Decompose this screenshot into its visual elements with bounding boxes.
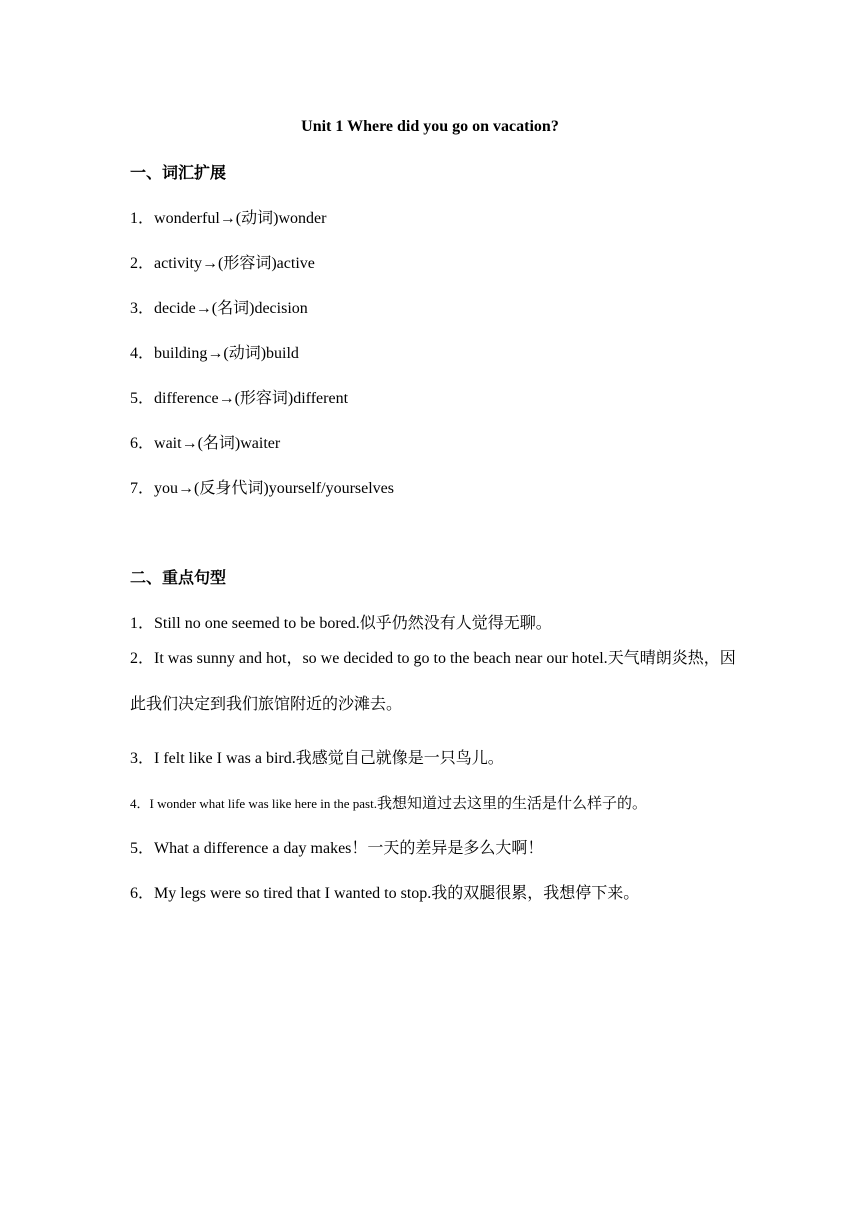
derived-word: )different [287,390,349,407]
vocab-section-heading: 一、词汇扩展 [130,163,227,182]
derived-word: )waiter [234,435,281,452]
part-of-speech: 动词 [228,343,261,362]
sentence-chinese: 一天的差异是多么大啊！ [367,838,544,857]
item-number: 5． [130,390,155,407]
derived-word: )wonder [273,210,327,227]
word: building→( [154,345,229,362]
word: decide→( [154,300,218,317]
item-number: 3． [130,750,155,767]
item-number: 7． [130,480,155,497]
sentence-english: It was sunny and hot，so we decided to go to the beach near our hotel. [154,650,608,667]
item-number: 1． [130,210,155,227]
sentence-english: I wonder what life was like here in the past. [149,796,377,811]
derived-word: )active [271,255,315,272]
sentences-section-heading: 二、重点句型 [130,568,227,587]
sentence-english: My legs were so tired that I wanted to stop. [154,885,432,902]
sentence-chinese: 我的双腿很累，我想停下来。 [431,883,640,902]
sentence-english: I felt like I was a bird. [154,750,296,767]
sentence-item [130,612,552,635]
derived-word: )yourself/yourselves [263,480,394,497]
derived-word: )build [260,345,299,362]
item-number: 6． [130,885,155,902]
word: wait→( [154,435,203,452]
vocab-item [130,207,326,230]
item-number: 4． [130,345,155,362]
sentence-item [130,792,647,815]
item-number: 3． [130,300,155,317]
derived-word: )decision [249,300,308,317]
part-of-speech: 名词 [217,298,250,317]
item-number: 4． [130,796,150,811]
item-number: 2． [130,255,155,272]
sentence-chinese: 我想知道过去这里的生活是什么样子的。 [376,794,647,812]
vocab-item [130,477,394,500]
sentence-chinese: 似乎仍然没有人觉得无聊。 [359,613,552,632]
sentence-english: Still no one seemed to be bored. [154,615,360,632]
vocab-item [130,432,280,455]
vocab-item [130,387,348,410]
vocab-item [130,342,299,365]
sentence-chinese: 我感觉自己就像是一只鸟儿。 [295,748,504,767]
sentence-item [130,837,543,860]
page-title: Unit 1 Where did you go on vacation? [301,118,559,135]
part-of-speech: 名词 [202,433,235,452]
word: you→( [154,480,200,497]
part-of-speech: 形容词 [239,388,288,407]
item-number: 5． [130,840,155,857]
part-of-speech: 动词 [241,208,274,227]
part-of-speech: 反身代词 [199,478,264,497]
sentence-item [130,635,742,727]
sentence-item [130,747,504,770]
sentence-chinese: 天气晴朗炎热，因此我们决定到我们旅馆附近的沙滩去。 [130,648,736,713]
item-number: 1． [130,615,155,632]
word: wonderful→( [154,210,242,227]
word: difference→( [154,390,240,407]
sentence-english: What a difference a day makes！ [154,840,368,857]
part-of-speech: 形容词 [223,253,272,272]
item-number: 2． [130,650,155,667]
item-number: 6． [130,435,155,452]
vocab-item [130,297,308,320]
sentence-item [130,882,639,905]
word: activity→( [154,255,224,272]
vocab-item [130,252,315,275]
